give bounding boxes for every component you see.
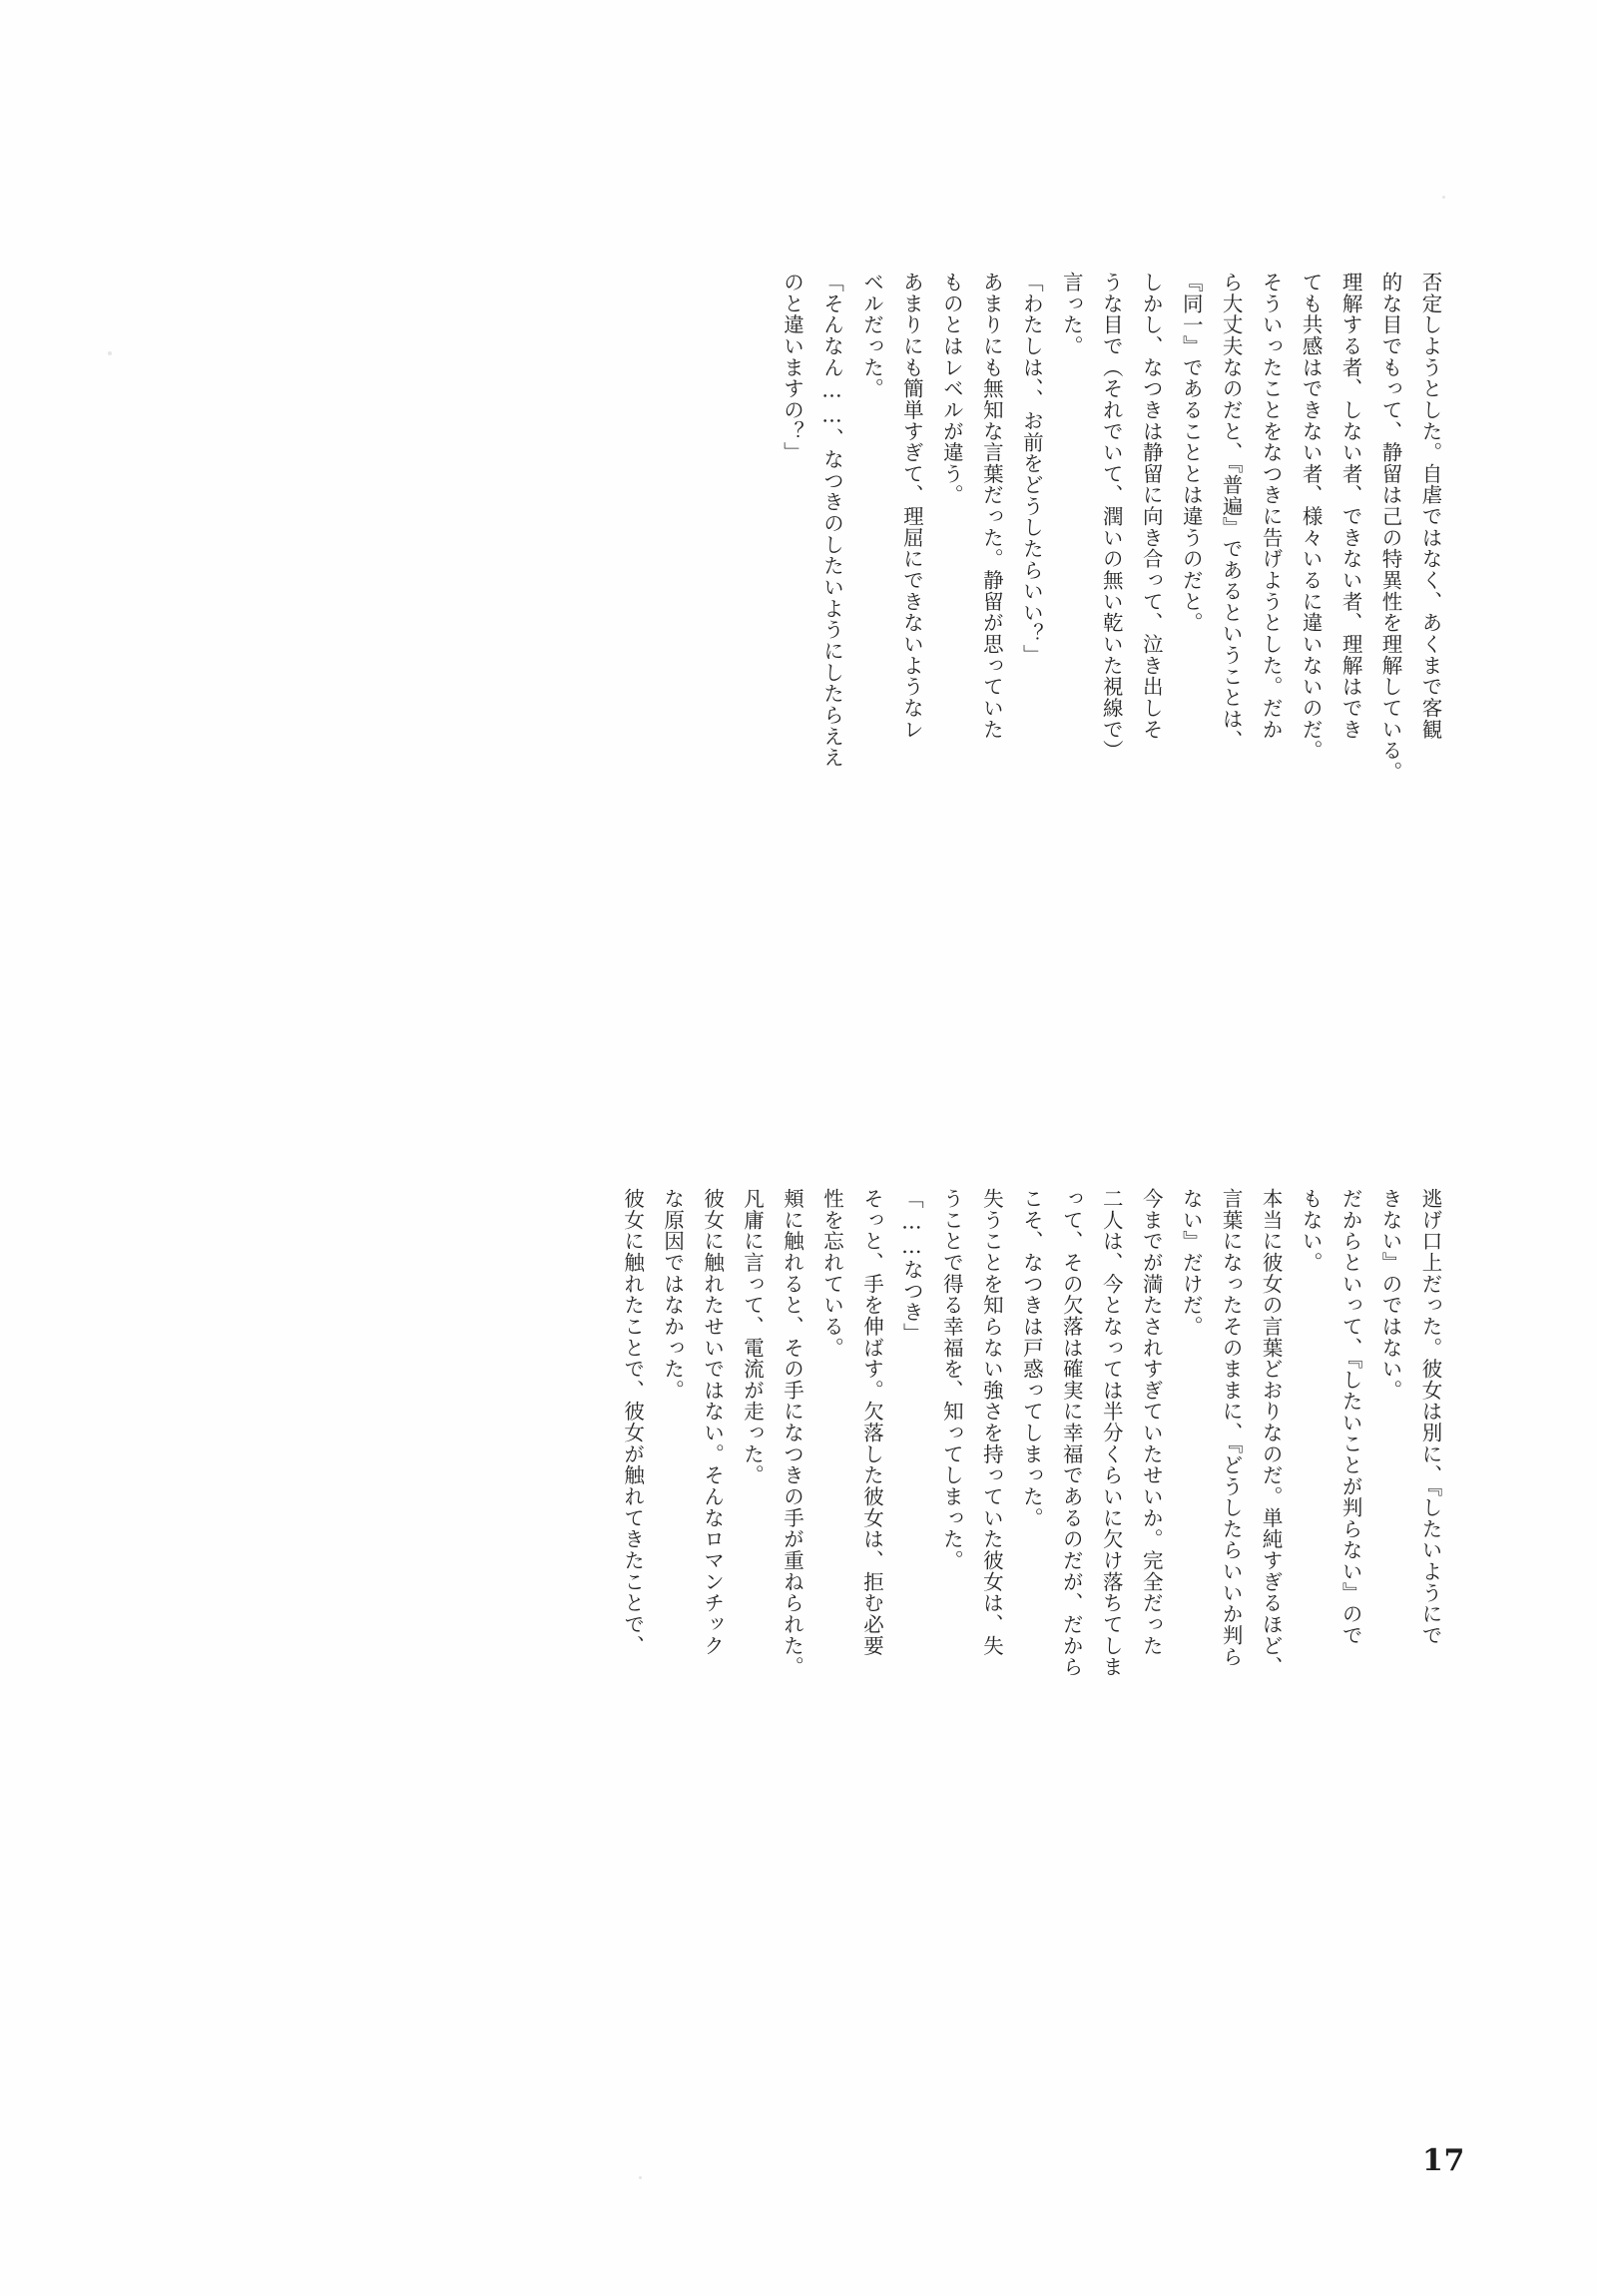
text-block-lower <box>311 1188 1449 2091</box>
scan-speck <box>108 351 112 355</box>
paragraph-line: 彼女に触れたことで、彼女が触れてきたことで、 <box>620 1188 645 1657</box>
paragraph-line: だからといって、『したいことが判らない』ので <box>1338 1188 1363 1646</box>
paragraph-line: うな目で（それでいて、潤いの無い乾いた視線で） <box>1099 272 1124 762</box>
paragraph-line: 頬に触れると、その手になつきの手が重ねられた。 <box>780 1188 804 1678</box>
paragraph-line: あまりにも無知な言葉だった。静留が思っていた <box>979 272 1004 741</box>
paragraph-line: 『同一』であることとは違うのだと。 <box>1179 272 1204 634</box>
paragraph-line: 今までが満たされすぎていたせいか。完全だった <box>1139 1188 1164 1657</box>
page-number: 17 <box>1422 2143 1465 2178</box>
paragraph-line: きない』のではない。 <box>1378 1188 1403 1402</box>
paragraph-line: 「わたしは、、お前をどうしたらいい？」 <box>1019 272 1044 666</box>
paragraph-line: うことで得る幸福を、知ってしまった。 <box>939 1188 964 1571</box>
paragraph-line: 本当に彼女の言葉どおりなのだ。単純すぎるほど、 <box>1259 1188 1284 1678</box>
paragraph-line: のと違いますの？」 <box>780 272 804 463</box>
paragraph-line: な原因ではなかった。 <box>660 1188 685 1402</box>
scan-speck <box>639 2176 642 2179</box>
paragraph-line: ら大丈夫なのだと、『普遍』であるということは、 <box>1219 272 1244 752</box>
paragraph-line: 性を忘れている。 <box>819 1188 844 1359</box>
paragraph-line: そういったことをなつきに告げようとした。だか <box>1259 272 1284 741</box>
text-block-upper <box>371 272 1449 1170</box>
paragraph-line: 彼女に触れたせいではない。そんなロマンチック <box>700 1188 725 1657</box>
paragraph-line: 否定しようとした。自虐ではなく、あくまで客観 <box>1418 272 1442 741</box>
paragraph-line: 理解する者、しない者、できない者、理解はでき <box>1338 272 1363 741</box>
paragraph-line: 言葉になったそのままに、『どうしたらいいか判ら <box>1219 1188 1244 1668</box>
scan-speck <box>1442 196 1445 199</box>
paragraph-line: もない。 <box>1299 1188 1324 1274</box>
paragraph-line: って、その欠落は確実に幸福であるのだが、だから <box>1059 1188 1084 1678</box>
paragraph-line: 失うことを知らない強さを持っていた彼女は、失 <box>979 1188 1004 1657</box>
paragraph-line: あまりにも簡単すぎて、理屈にできないようなレ <box>899 272 924 741</box>
paragraph-line: ものとはレベルが違う。 <box>939 272 964 506</box>
paragraph-line: 二人は、今となっては半分くらいに欠け落ちてしま <box>1099 1188 1124 1678</box>
paragraph-line: 「そんなん……、なつきのしたいようにしたらええ <box>819 272 844 769</box>
paragraph-line: 的な目でもって、静留は己の特異性を理解している。 <box>1378 272 1403 783</box>
paragraph-line: 逃げ口上だった。彼女は別に、『したいようにで <box>1418 1188 1442 1646</box>
paragraph-line: ベルだった。 <box>859 272 884 399</box>
paragraph-line: しかし、なつきは静留に向き合って、泣き出しそ <box>1139 272 1164 741</box>
paragraph-line: 「……なつき」 <box>899 1188 924 1345</box>
paragraph-line: 言った。 <box>1059 272 1084 357</box>
paragraph-line: そっと、手を伸ばす。欠落した彼女は、拒む必要 <box>859 1188 884 1657</box>
paragraph-line: ても共感はできない者、様々いるに違いないのだ。 <box>1299 272 1324 762</box>
paragraph-line: 凡庸に言って、電流が走った。 <box>740 1188 765 1486</box>
paragraph-line: こそ、なつきは戸惑ってしまった。 <box>1019 1188 1044 1529</box>
paragraph-line: ない』だけだ。 <box>1179 1188 1204 1338</box>
